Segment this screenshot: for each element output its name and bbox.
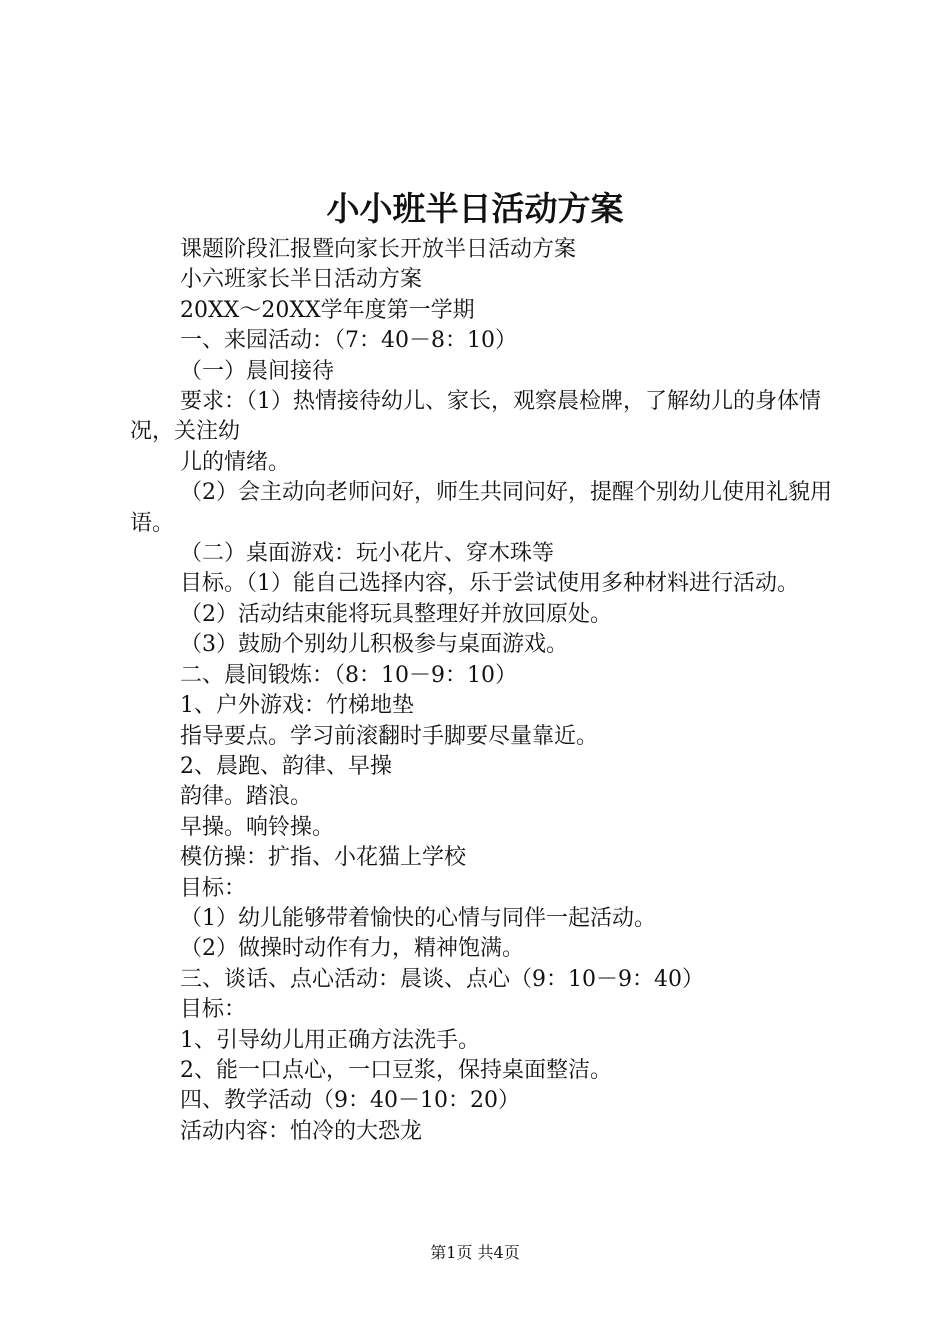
paragraph: 指导要点。学习前滚翻时手脚要尽量靠近。 — [180, 723, 599, 749]
page-footer: 第1页 共4页 — [430, 1243, 520, 1262]
paragraph: （3）鼓励个别幼儿积极参与桌面游戏。 — [180, 632, 568, 658]
paragraph: 2、能一口点心，一口豆浆，保持桌面整洁。 — [180, 1057, 612, 1083]
paragraph: 儿的情绪。 — [180, 449, 291, 475]
paragraph: 早操。响铃操。 — [180, 814, 335, 840]
section-heading: 二、晨间锻炼：（8：10－9：10） — [180, 662, 517, 688]
paragraph: 1、户外游戏：竹梯地垫 — [180, 693, 414, 719]
document-body — [130, 235, 835, 1147]
paragraph: 2、晨跑、韵律、早操 — [180, 753, 392, 779]
paragraph: 小六班家长半日活动方案 — [180, 267, 423, 293]
paragraph: （1）幼儿能够带着愉快的心情与同伴一起活动。 — [180, 905, 656, 931]
section-heading: 三、谈话、点心活动：晨谈、点心（9：10－9：40） — [180, 966, 704, 992]
paragraph: （2）会主动向老师问好，师生共同问好，提醒个别幼儿使用礼貌用语。 — [130, 480, 832, 536]
paragraph: 活动内容：怕冷的大恐龙 — [180, 1118, 423, 1144]
paragraph: 目标。（1）能自己选择内容，乐于尝试使用多种材料进行活动。 — [180, 571, 799, 597]
paragraph: 模仿操：扩指、小花猫上学校 — [180, 845, 467, 871]
paragraph: 目标： — [180, 875, 247, 901]
paragraph: （2）活动结束能将玩具整理好并放回原处。 — [180, 601, 612, 627]
paragraph: 20XX～20XX学年度第一学期 — [180, 297, 475, 323]
paragraph: 要求：（1）热情接待幼儿、家长，观察晨检牌，了解幼儿的身体情况，关注幼 — [130, 389, 821, 445]
subsection-heading: （一）晨间接待 — [180, 358, 335, 384]
section-heading: 四、教学活动（9：40－10：20） — [180, 1088, 520, 1114]
paragraph: 1、引导幼儿用正确方法洗手。 — [180, 1027, 480, 1053]
subsection-heading: （二）桌面游戏：玩小花片、穿木珠等 — [180, 541, 555, 567]
document-title: 小小班半日活动方案 — [326, 189, 624, 228]
paragraph: 课题阶段汇报暨向家长开放半日活动方案 — [180, 237, 577, 262]
paragraph: 韵律。踏浪。 — [180, 784, 313, 810]
paragraph: （2）做操时动作有力，精神饱满。 — [180, 936, 524, 962]
section-heading: 一、来园活动：（7：40－8：10） — [180, 328, 517, 354]
paragraph: 目标： — [180, 997, 247, 1023]
